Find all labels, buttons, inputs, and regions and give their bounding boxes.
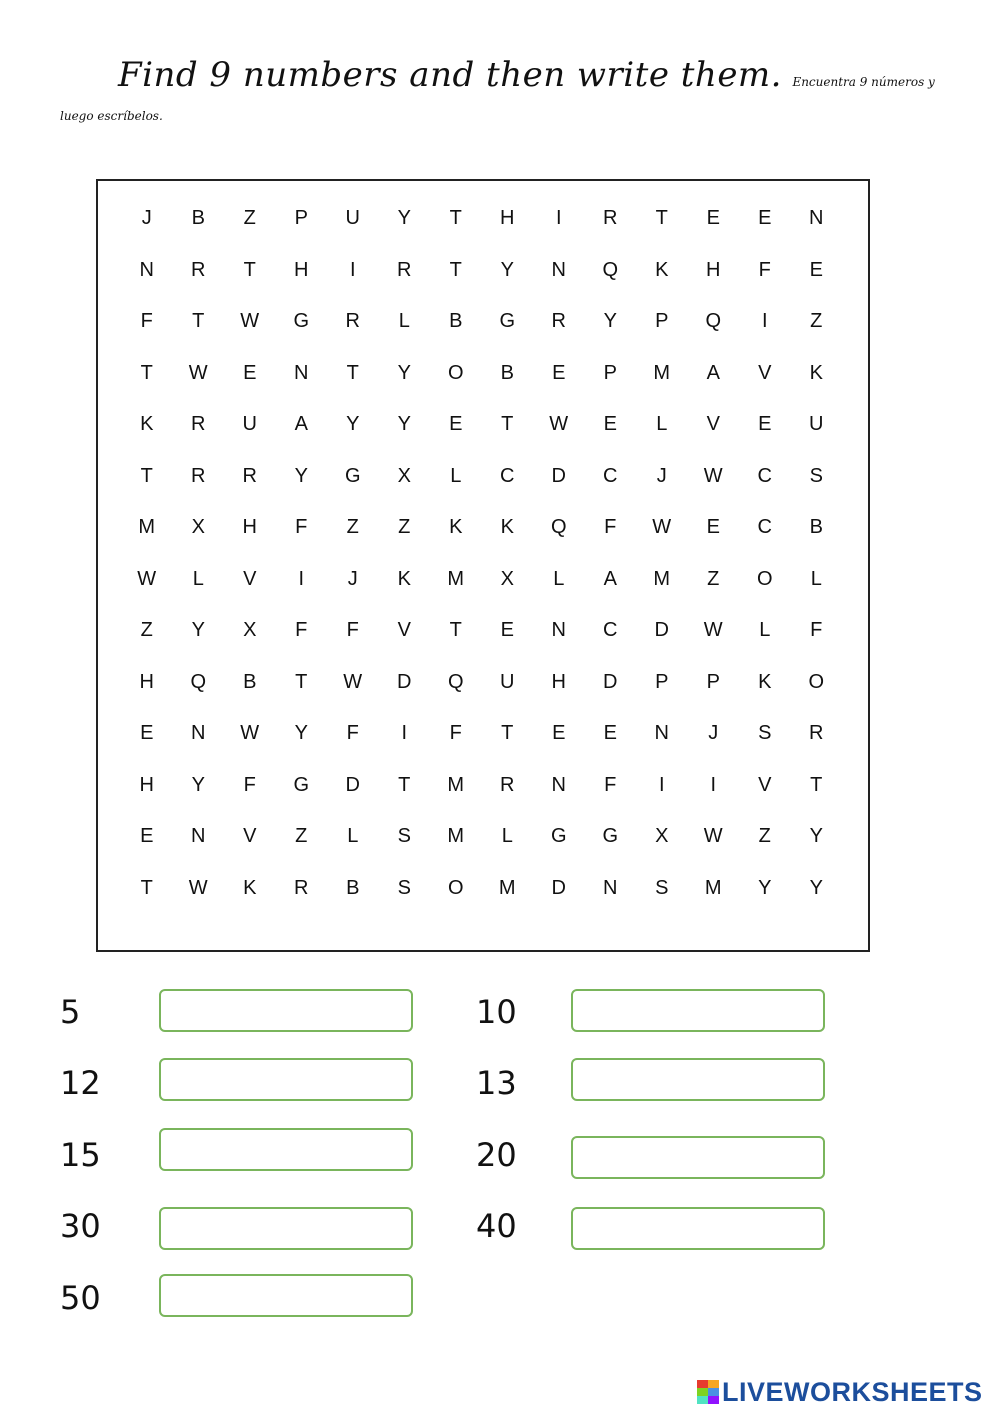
grid-letter[interactable]: Y bbox=[397, 207, 411, 229]
grid-letter[interactable]: N bbox=[294, 361, 309, 384]
grid-letter[interactable]: F bbox=[295, 516, 308, 538]
grid-letter[interactable]: R bbox=[294, 876, 309, 899]
grid-letter[interactable]: N bbox=[191, 825, 206, 847]
grid-letter[interactable]: V bbox=[758, 773, 772, 796]
grid-letter[interactable]: I bbox=[761, 310, 768, 332]
grid-letter[interactable]: E bbox=[809, 258, 823, 281]
grid-letter[interactable]: C bbox=[500, 464, 515, 487]
answer-label-5: 5 bbox=[60, 993, 81, 1031]
grid-letter[interactable]: E bbox=[603, 413, 617, 435]
grid-letter[interactable]: T bbox=[346, 361, 359, 384]
grid-letter[interactable]: R bbox=[551, 310, 566, 332]
grid-letter[interactable]: J bbox=[141, 207, 152, 229]
grid-letter[interactable]: M bbox=[447, 773, 465, 796]
logo-badge-square bbox=[697, 1388, 708, 1396]
answer-label-10: 10 bbox=[476, 993, 517, 1031]
logo-badge-icon bbox=[697, 1380, 719, 1404]
grid-letter[interactable]: T bbox=[140, 876, 153, 899]
grid-letter[interactable]: N bbox=[809, 207, 824, 229]
grid-letter[interactable]: B bbox=[500, 361, 514, 384]
grid-letter[interactable]: B bbox=[191, 207, 205, 229]
grid-letter[interactable]: L bbox=[656, 413, 668, 435]
grid-letter[interactable]: R bbox=[191, 464, 206, 487]
grid-letter[interactable]: O bbox=[756, 567, 773, 590]
answer-input-5[interactable] bbox=[159, 989, 413, 1032]
grid-letter[interactable]: U bbox=[242, 413, 257, 435]
answer-input-40[interactable] bbox=[571, 1207, 825, 1250]
grid-letter[interactable]: N bbox=[139, 258, 154, 281]
grid-letter[interactable]: E bbox=[140, 722, 154, 744]
grid-letter[interactable]: R bbox=[191, 413, 206, 435]
grid-letter[interactable]: C bbox=[603, 464, 618, 487]
grid-letter[interactable]: X bbox=[500, 567, 514, 590]
grid-letter[interactable]: E bbox=[603, 722, 617, 744]
grid-letter[interactable]: T bbox=[501, 722, 514, 744]
grid-letter[interactable]: G bbox=[293, 310, 310, 332]
grid-letter[interactable]: V bbox=[243, 825, 257, 847]
grid-letter[interactable]: B bbox=[809, 516, 823, 538]
grid-letter[interactable]: M bbox=[653, 567, 671, 590]
logo-badge-square bbox=[708, 1396, 719, 1404]
liveworksheets-logo bbox=[697, 1377, 983, 1407]
grid-letter[interactable]: R bbox=[603, 207, 618, 229]
grid-letter[interactable]: I bbox=[658, 773, 665, 796]
answer-label-12: 12 bbox=[60, 1064, 101, 1102]
grid-letter[interactable]: Z bbox=[140, 619, 153, 641]
grid-letter[interactable]: S bbox=[397, 876, 411, 899]
grid-letter[interactable]: M bbox=[138, 516, 156, 538]
grid-letter[interactable]: W bbox=[188, 361, 208, 384]
grid-letter[interactable]: N bbox=[551, 619, 566, 641]
grid-letter[interactable]: H bbox=[242, 516, 257, 538]
grid-letter[interactable]: T bbox=[449, 207, 462, 229]
grid-letter[interactable]: E bbox=[552, 361, 566, 384]
grid-letter[interactable]: M bbox=[704, 876, 722, 899]
grid-letter[interactable]: Z bbox=[346, 516, 359, 538]
grid-letter[interactable]: Q bbox=[550, 516, 567, 538]
grid-letter[interactable]: W bbox=[343, 670, 363, 693]
grid-letter[interactable]: Z bbox=[398, 516, 411, 538]
answer-input-30[interactable] bbox=[159, 1207, 413, 1250]
grid-letter[interactable]: H bbox=[551, 670, 566, 693]
grid-letter[interactable]: D bbox=[345, 773, 360, 796]
logo-badge-square bbox=[697, 1380, 708, 1388]
grid-letter[interactable]: F bbox=[604, 773, 617, 796]
answer-input-12[interactable] bbox=[159, 1058, 413, 1101]
grid-letter[interactable]: I bbox=[401, 722, 408, 744]
grid-letter[interactable]: F bbox=[346, 619, 359, 641]
grid-letter[interactable]: W bbox=[240, 722, 260, 744]
grid-letter[interactable]: I bbox=[555, 207, 562, 229]
grid-letter[interactable]: L bbox=[398, 310, 410, 332]
grid-letter[interactable]: U bbox=[809, 413, 824, 435]
grid-letter[interactable]: N bbox=[654, 722, 669, 744]
grid-letter[interactable]: J bbox=[656, 464, 667, 487]
answer-label-20: 20 bbox=[476, 1136, 517, 1174]
grid-letter[interactable]: D bbox=[551, 876, 566, 899]
grid-letter[interactable]: E bbox=[552, 722, 566, 744]
grid-letter[interactable]: R bbox=[191, 258, 206, 281]
grid-letter[interactable]: W bbox=[137, 567, 157, 590]
grid-letter[interactable]: Z bbox=[707, 567, 720, 590]
grid-letter[interactable]: K bbox=[397, 567, 411, 590]
answer-input-15[interactable] bbox=[159, 1128, 413, 1171]
grid-letter[interactable]: F bbox=[604, 516, 617, 538]
grid-letter[interactable]: C bbox=[603, 619, 618, 641]
grid-letter[interactable]: V bbox=[706, 413, 720, 435]
grid-letter[interactable]: Y bbox=[397, 413, 411, 435]
grid-letter[interactable]: A bbox=[603, 567, 617, 590]
grid-letter[interactable]: L bbox=[347, 825, 359, 847]
grid-letter[interactable]: V bbox=[758, 361, 772, 384]
grid-letter[interactable]: B bbox=[449, 310, 463, 332]
grid-letter[interactable]: S bbox=[758, 722, 772, 744]
grid-letter[interactable]: Z bbox=[810, 310, 823, 332]
grid-letter[interactable]: X bbox=[397, 464, 411, 487]
grid-letter[interactable]: N bbox=[191, 722, 206, 744]
grid-letter[interactable]: K bbox=[449, 516, 463, 538]
grid-letter[interactable]: F bbox=[449, 722, 462, 744]
word-search-frame bbox=[96, 179, 870, 952]
grid-letter[interactable]: G bbox=[602, 825, 619, 847]
grid-letter[interactable]: X bbox=[191, 516, 205, 538]
grid-letter[interactable]: K bbox=[500, 516, 514, 538]
grid-letter[interactable]: T bbox=[449, 258, 462, 281]
grid-letter[interactable]: T bbox=[449, 619, 462, 641]
answer-input-50[interactable] bbox=[159, 1274, 413, 1317]
grid-letter[interactable]: Z bbox=[758, 825, 771, 847]
grid-letter[interactable]: W bbox=[703, 825, 723, 847]
grid-letter[interactable]: P bbox=[655, 670, 669, 693]
grid-letter[interactable]: E bbox=[140, 825, 154, 847]
grid-letter[interactable]: Z bbox=[243, 207, 256, 229]
grid-letter[interactable]: C bbox=[757, 464, 772, 487]
grid-letter[interactable]: K bbox=[655, 258, 669, 281]
grid-letter[interactable]: Q bbox=[190, 670, 207, 693]
grid-letter[interactable]: Y bbox=[191, 619, 205, 641]
grid-letter[interactable]: D bbox=[551, 464, 566, 487]
grid-letter[interactable]: G bbox=[344, 464, 361, 487]
grid-letter[interactable]: T bbox=[140, 361, 153, 384]
grid-letter[interactable]: O bbox=[447, 361, 464, 384]
answer-input-13[interactable] bbox=[571, 1058, 825, 1101]
grid-letter[interactable]: Y bbox=[397, 361, 411, 384]
title-block bbox=[60, 55, 940, 133]
grid-letter[interactable]: F bbox=[758, 258, 771, 281]
grid-letter[interactable]: O bbox=[808, 670, 825, 693]
grid-letter[interactable]: W bbox=[188, 876, 208, 899]
grid-letter[interactable]: T bbox=[810, 773, 823, 796]
grid-letter[interactable]: M bbox=[447, 567, 465, 590]
title-main: Find 9 numbers and then write them. bbox=[118, 55, 782, 95]
grid-letter[interactable]: Y bbox=[809, 876, 823, 899]
answer-label-15: 15 bbox=[60, 1136, 101, 1174]
grid-letter[interactable]: E bbox=[758, 413, 772, 435]
grid-letter[interactable]: T bbox=[501, 413, 514, 435]
grid-letter[interactable]: R bbox=[397, 258, 412, 281]
grid-letter[interactable]: U bbox=[345, 207, 360, 229]
grid-letter[interactable]: R bbox=[345, 310, 360, 332]
grid-letter[interactable]: E bbox=[449, 413, 463, 435]
grid-letter[interactable]: X bbox=[655, 825, 669, 847]
logo-badge-square bbox=[697, 1396, 708, 1404]
answer-input-20[interactable] bbox=[571, 1136, 825, 1179]
grid-letter[interactable]: T bbox=[192, 310, 205, 332]
grid-letter[interactable]: H bbox=[139, 670, 154, 693]
grid-letter[interactable]: H bbox=[500, 207, 515, 229]
grid-letter[interactable]: F bbox=[810, 619, 823, 641]
grid-letter[interactable]: S bbox=[397, 825, 411, 847]
grid-letter[interactable]: A bbox=[294, 413, 308, 435]
grid-letter[interactable]: Y bbox=[191, 773, 205, 796]
grid-letter[interactable]: T bbox=[295, 670, 308, 693]
logo-badge-square bbox=[708, 1388, 719, 1396]
grid-letter[interactable]: T bbox=[655, 207, 668, 229]
grid-letter[interactable]: I bbox=[349, 258, 356, 281]
word-search-grid bbox=[121, 207, 842, 928]
logo-badge-square bbox=[708, 1380, 719, 1388]
answer-label-13: 13 bbox=[476, 1064, 517, 1102]
grid-letter[interactable]: S bbox=[809, 464, 823, 487]
grid-letter[interactable]: Y bbox=[603, 310, 617, 332]
grid-letter[interactable]: W bbox=[652, 516, 672, 538]
grid-letter[interactable]: T bbox=[398, 773, 411, 796]
grid-letter[interactable]: K bbox=[140, 413, 154, 435]
grid-letter[interactable]: E bbox=[706, 516, 720, 538]
grid-letter[interactable]: N bbox=[551, 773, 566, 796]
grid-letter[interactable]: B bbox=[346, 876, 360, 899]
grid-letter[interactable]: K bbox=[809, 361, 823, 384]
grid-letter[interactable]: L bbox=[759, 619, 771, 641]
grid-letter[interactable]: Y bbox=[294, 464, 308, 487]
grid-letter[interactable]: F bbox=[346, 722, 359, 744]
grid-letter[interactable]: Y bbox=[294, 722, 308, 744]
grid-letter[interactable]: E bbox=[706, 207, 720, 229]
grid-letter[interactable]: E bbox=[758, 207, 772, 229]
grid-letter[interactable]: X bbox=[243, 619, 257, 641]
grid-letter[interactable]: J bbox=[347, 567, 358, 590]
grid-letter[interactable]: F bbox=[243, 773, 256, 796]
grid-letter[interactable]: G bbox=[499, 310, 516, 332]
grid-letter[interactable]: K bbox=[758, 670, 772, 693]
grid-letter[interactable]: L bbox=[810, 567, 822, 590]
grid-letter[interactable]: D bbox=[603, 670, 618, 693]
grid-letter[interactable]: W bbox=[703, 619, 723, 641]
grid-letter[interactable]: H bbox=[706, 258, 721, 281]
grid-letter[interactable]: O bbox=[447, 876, 464, 899]
answer-label-50: 50 bbox=[60, 1279, 101, 1317]
grid-letter[interactable]: S bbox=[655, 876, 669, 899]
grid-letter[interactable]: J bbox=[708, 722, 719, 744]
grid-letter[interactable]: P bbox=[294, 207, 308, 229]
grid-letter[interactable]: M bbox=[447, 825, 465, 847]
grid-letter[interactable]: D bbox=[654, 619, 669, 641]
grid-letter[interactable]: G bbox=[550, 825, 567, 847]
grid-letter[interactable]: A bbox=[706, 361, 720, 384]
grid-letter[interactable]: E bbox=[243, 361, 257, 384]
grid-letter[interactable]: R bbox=[242, 464, 257, 487]
grid-letter[interactable]: V bbox=[243, 567, 257, 590]
grid-letter[interactable]: H bbox=[139, 773, 154, 796]
logo-text: LIVEWORKSHEETS bbox=[722, 1376, 983, 1407]
grid-letter[interactable]: E bbox=[500, 619, 514, 641]
grid-letter[interactable]: I bbox=[710, 773, 717, 796]
grid-letter[interactable]: M bbox=[653, 361, 671, 384]
grid-letter[interactable]: N bbox=[551, 258, 566, 281]
grid-letter[interactable]: T bbox=[140, 464, 153, 487]
grid-letter[interactable]: Q bbox=[447, 670, 464, 693]
grid-letter[interactable]: Q bbox=[602, 258, 619, 281]
grid-letter[interactable]: V bbox=[397, 619, 411, 641]
grid-letter[interactable]: R bbox=[809, 722, 824, 744]
grid-letter[interactable]: Y bbox=[500, 258, 514, 281]
grid-letter[interactable]: B bbox=[243, 670, 257, 693]
grid-letter[interactable]: D bbox=[397, 670, 412, 693]
grid-letter[interactable]: P bbox=[706, 670, 720, 693]
grid-letter[interactable]: N bbox=[603, 876, 618, 899]
grid-letter[interactable]: Y bbox=[346, 413, 360, 435]
grid-letter[interactable]: L bbox=[192, 567, 204, 590]
grid-letter[interactable]: M bbox=[498, 876, 516, 899]
grid-letter[interactable]: W bbox=[549, 413, 569, 435]
grid-letter[interactable]: L bbox=[450, 464, 462, 487]
answer-input-10[interactable] bbox=[571, 989, 825, 1032]
grid-letter[interactable]: I bbox=[298, 567, 305, 590]
title-sub: Encuentra 9 números y luego escríbelos. bbox=[60, 75, 935, 123]
answer-label-30: 30 bbox=[60, 1207, 101, 1245]
grid-letter[interactable]: C bbox=[757, 516, 772, 538]
grid-letter[interactable]: P bbox=[603, 361, 617, 384]
grid-letter[interactable]: H bbox=[294, 258, 309, 281]
grid-letter[interactable]: Q bbox=[705, 310, 722, 332]
answer-label-40: 40 bbox=[476, 1207, 517, 1245]
grid-letter[interactable]: F bbox=[295, 619, 308, 641]
grid-letter[interactable]: G bbox=[293, 773, 310, 796]
grid-letter[interactable]: Y bbox=[758, 876, 772, 899]
grid-letter[interactable]: Y bbox=[809, 825, 823, 847]
grid-letter[interactable]: W bbox=[240, 310, 260, 332]
grid-letter[interactable]: Z bbox=[295, 825, 308, 847]
grid-letter[interactable]: P bbox=[655, 310, 669, 332]
grid-letter[interactable]: F bbox=[140, 310, 153, 332]
grid-letter[interactable]: R bbox=[500, 773, 515, 796]
grid-letter[interactable]: L bbox=[553, 567, 565, 590]
grid-letter[interactable]: U bbox=[500, 670, 515, 693]
grid-letter[interactable]: T bbox=[243, 258, 256, 281]
grid-letter[interactable]: W bbox=[703, 464, 723, 487]
grid-letter[interactable]: K bbox=[243, 876, 257, 899]
grid-letter[interactable]: L bbox=[501, 825, 513, 847]
